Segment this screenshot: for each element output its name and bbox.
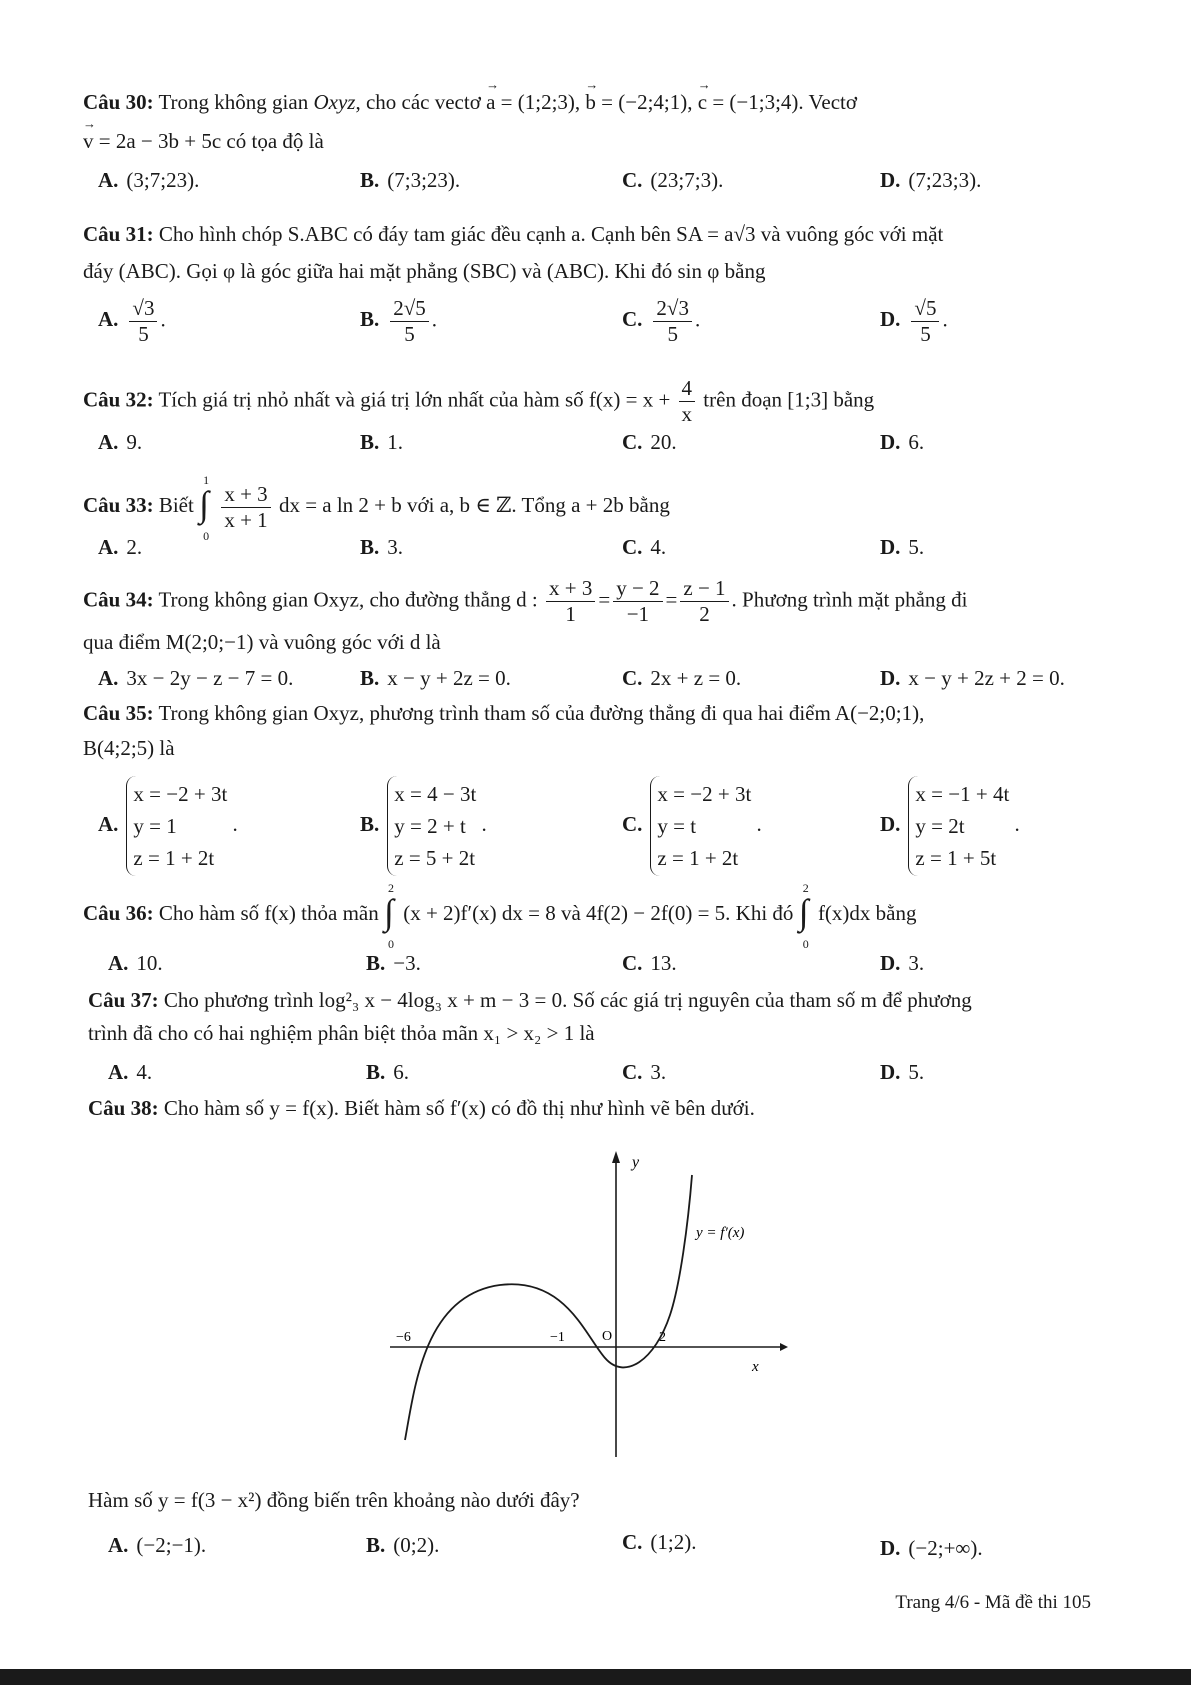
q36-option-d[interactable]: D. 3. bbox=[880, 951, 925, 975]
q30-v-expr: → v = 2a − 3b + 5c bbox=[83, 131, 221, 152]
q35-line1: Câu 35: Trong không gian Oxyz, phương trình tham số của đường thẳng đi qua hai điểm A(−2;0;1), bbox=[83, 701, 925, 725]
q37-option-a[interactable]: A. 4. bbox=[108, 1060, 153, 1084]
q33-line1: Câu 33: Biết 1 ∫ 0 $\frac{x + 3}{x + 1}$ dx = a ln 2 + b với a, b ∈ ℤ. Tổng a + 2b bằng bbox=[83, 473, 670, 543]
q36-integral-sign-1: 2 ∫ 0 bbox=[383, 881, 394, 951]
q34-fraction-x: $\frac{x + 3}{1}$ bbox=[546, 578, 595, 625]
q30-line2 bbox=[83, 131, 324, 152]
graph-curve-label: y = f′(x) bbox=[696, 1225, 745, 1241]
q36-label: Câu 36: bbox=[83, 900, 154, 925]
q36-integral-sign-2: 2 ∫ 0 bbox=[798, 881, 809, 951]
q34-option-a[interactable]: A. 3x − 2y − z − 7 = 0. bbox=[98, 666, 294, 690]
graph-tick-label-origin: O bbox=[602, 1329, 613, 1344]
q31-option-c[interactable]: C. $\frac{2√3}{5}$ . bbox=[622, 296, 701, 346]
q30-text2: , cho các vectơ bbox=[355, 90, 487, 114]
q34-option-c[interactable]: C. 2x + z = 0. bbox=[622, 666, 742, 690]
q31-label: Câu 31: bbox=[83, 222, 154, 246]
graph-curve bbox=[405, 1175, 692, 1440]
q31-text1: Cho hình chóp S.ABC có đáy tam giác đều cạnh a. Cạnh bên SA = a√3 và vuông góc với mặt bbox=[158, 222, 944, 246]
q35-option-c[interactable]: C. x = −2 + 3t y = t z = 1 + 2t . bbox=[622, 776, 762, 876]
graph-x-arrow bbox=[780, 1343, 788, 1351]
q32-option-d[interactable]: D. 6. bbox=[880, 430, 925, 454]
q33-option-a[interactable]: A. 2. bbox=[98, 535, 143, 559]
q30-option-b[interactable]: B. (7;3;23). bbox=[360, 168, 461, 192]
q30-option-a[interactable]: A. (3;7;23). bbox=[98, 168, 200, 192]
q33-integral-sign: 1 ∫ 0 bbox=[199, 473, 210, 543]
q38-derivative-graph bbox=[380, 1145, 800, 1460]
q32-option-a[interactable]: A. 9. bbox=[98, 430, 143, 454]
q38-option-c[interactable]: C. (1;2). bbox=[622, 1530, 697, 1554]
graph-tick-label-neg6: −6 bbox=[396, 1330, 411, 1345]
graph-y-arrow bbox=[612, 1151, 620, 1163]
q31-option-a[interactable]: A. $\frac{√3}{5}$ . bbox=[98, 296, 166, 346]
q35-label: Câu 35: bbox=[83, 701, 154, 725]
q35-option-b[interactable]: B. x = 4 − 3t y = 2 + t z = 5 + 2t . bbox=[360, 776, 487, 876]
q33-option-b[interactable]: B. 3. bbox=[360, 535, 404, 559]
q30-oxyz: Oxyz bbox=[313, 90, 356, 114]
q32-option-c[interactable]: C. 20. bbox=[622, 430, 677, 454]
q30-option-c[interactable]: C. (23;7;3). bbox=[622, 168, 724, 192]
q37-line1: Câu 37: Cho phương trình log²₃ x − 4log₃ x + m − 3 = 0. Số các giá trị nguyên của tham số m để phương bbox=[88, 988, 972, 1012]
q38-option-b[interactable]: B. (0;2). bbox=[366, 1533, 440, 1557]
graph-x-label: x bbox=[752, 1359, 759, 1375]
graph-y-label: y bbox=[632, 1154, 640, 1171]
q30-option-d[interactable]: D. (7;23;3). bbox=[880, 168, 982, 192]
q30-text4: có tọa độ là bbox=[221, 129, 324, 153]
q34-option-d[interactable]: D. x − y + 2z + 2 = 0. bbox=[880, 666, 1065, 690]
q31-option-d[interactable]: D. $\frac{√5}{5}$ . bbox=[880, 296, 948, 346]
q30-vec-a: → a = (1;2;3) bbox=[486, 92, 575, 113]
q33-option-d[interactable]: D. 5. bbox=[880, 535, 925, 559]
q34-option-b[interactable]: B. x − y + 2z = 0. bbox=[360, 666, 511, 690]
graph-tick-label-2: 2 bbox=[659, 1330, 666, 1345]
q30-text1: Trong không gian bbox=[158, 90, 314, 114]
q34-line2: qua điểm M(2;0;−1) và vuông góc với d là bbox=[83, 630, 441, 654]
graph-tick-label-neg1: −1 bbox=[550, 1330, 565, 1345]
q31-option-b[interactable]: B. $\frac{2√5}{5}$ . bbox=[360, 296, 438, 346]
q33-label: Câu 33: bbox=[83, 492, 154, 517]
q31-line2: đáy (ABC). Gọi φ là góc giữa hai mặt phẳng (SBC) và (ABC). Khi đó sin φ bằng bbox=[83, 259, 766, 283]
q36-option-a[interactable]: A. 10. bbox=[108, 951, 163, 975]
q33-fraction: $\frac{x + 3}{x + 1}$ bbox=[221, 484, 270, 531]
q36-option-b[interactable]: B. −3. bbox=[366, 951, 421, 975]
q30-vec-b: → b = (−2;4;1) bbox=[585, 92, 687, 113]
page-footer: Trang 4/6 - Mã đề thi 105 bbox=[895, 1592, 1091, 1613]
q34-line1: Câu 34: Trong không gian Oxyz, cho đường thẳng d : $\frac{x + 3}{1}$ = $\frac{y - 2}{-1}$ = $\frac{z - 1}{2}$ . Phương trình mặt phẳng đi bbox=[83, 576, 968, 626]
bottom-scan-border bbox=[0, 1669, 1191, 1685]
q30-vec-c: → c = (−1;3;4) bbox=[698, 92, 799, 113]
q32-fraction: $\frac{4}{x}$ bbox=[679, 378, 696, 425]
q32-label: Câu 32: bbox=[83, 387, 154, 412]
q37-label: Câu 37: bbox=[88, 988, 159, 1012]
q35-line2: B(4;2;5) là bbox=[83, 736, 175, 760]
q35-option-a[interactable]: A. x = −2 + 3t y = 1 z = 1 + 2t . bbox=[98, 776, 238, 876]
q35-option-d[interactable]: D. x = −1 + 4t y = 2t z = 1 + 5t . bbox=[880, 776, 1020, 876]
q38-line1: Câu 38: Cho hàm số y = f(x). Biết hàm số f′(x) có đồ thị như hình vẽ bên dưới. bbox=[88, 1096, 755, 1120]
q31-line1 bbox=[83, 224, 943, 245]
q36-option-c[interactable]: C. 13. bbox=[622, 951, 677, 975]
q34-label: Câu 34: bbox=[83, 587, 154, 612]
q37-option-b[interactable]: B. 6. bbox=[366, 1060, 410, 1084]
q37-option-d[interactable]: D. 5. bbox=[880, 1060, 925, 1084]
q32-option-b[interactable]: B. 1. bbox=[360, 430, 404, 454]
q34-fraction-y: $\frac{y - 2}{-1}$ bbox=[613, 578, 662, 625]
q38-option-d[interactable]: D. (−2;+∞). bbox=[880, 1536, 983, 1560]
q36-line1: Câu 36: Cho hàm số f(x) thỏa mãn 2 ∫ 0 (x + 2)f′(x) dx = 8 và 4f(2) − 2f(0) = 5. Khi đó 2 ∫ 0 f(x)dx bằng bbox=[83, 881, 917, 951]
q32-line1: Câu 32: Tích giá trị nhỏ nhất và giá trị lớn nhất của hàm số f(x) = x + $\frac{4}{x}$ trên đoạn [1;3] bằng bbox=[83, 376, 875, 426]
q38-option-a[interactable]: A. (−2;−1). bbox=[108, 1533, 207, 1557]
q37-option-c[interactable]: C. 3. bbox=[622, 1060, 667, 1084]
q30-text3: . Vectơ bbox=[798, 90, 857, 114]
q30-label: Câu 30: bbox=[83, 90, 154, 114]
q38-question: Hàm số y = f(3 − x²) đồng biến trên khoảng nào dưới đây? bbox=[88, 1488, 580, 1512]
q37-line2: trình đã cho có hai nghiệm phân biệt thỏa mãn x₁ > x₂ > 1 là bbox=[88, 1021, 595, 1045]
q30-line1: Câu 30: Trong không gian Oxyz, cho các vectơ → a = (1;2;3), → b = (−2;4;1), → c = (−1;3;4). Vectơ bbox=[83, 92, 857, 113]
q33-option-c[interactable]: C. 4. bbox=[622, 535, 667, 559]
q34-fraction-z: $\frac{z - 1}{2}$ bbox=[680, 578, 728, 625]
q38-label: Câu 38: bbox=[88, 1096, 159, 1120]
